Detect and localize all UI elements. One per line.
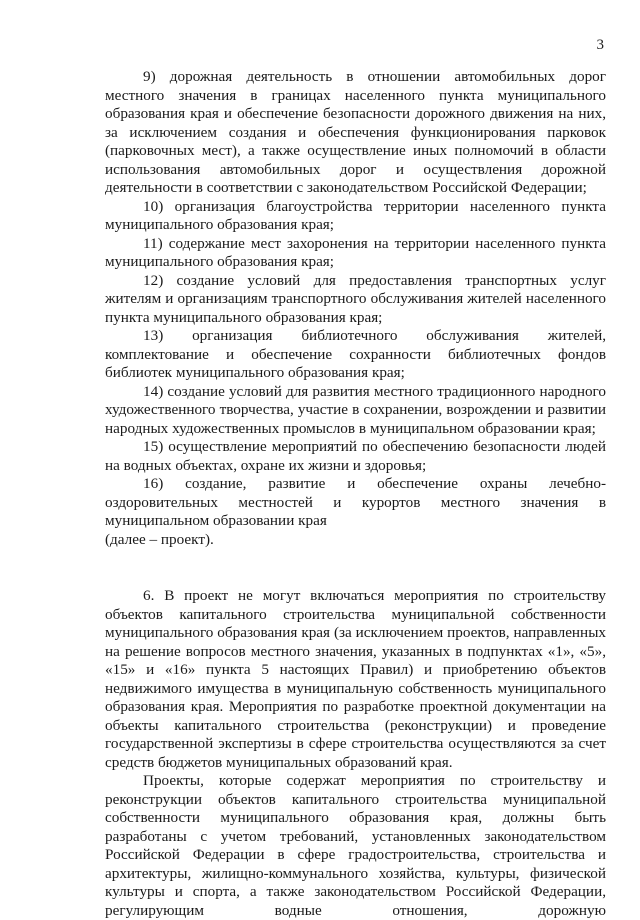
list-item-16: 16) создание, развитие и обеспечение охраны лечебно-оздоровительных местностей и курортов местного значения в муниципальном образовании края <box>105 475 606 529</box>
list-item-15: 15) осуществление мероприятий по обеспечению безопасности людей на водных объектах, охране их жизни и здоровья; <box>105 438 606 474</box>
list-item-14: 14) создание условий для развития местного традиционного народного художественного творчества, участие в сохранении, возрождении и развитии народных художественных промыслов в муниципальном образовании края; <box>105 382 606 437</box>
section-6-paragraph: 6. В проект не могут включаться мероприятия по строительству объектов капитального строительства муниципальной собственности муниципального образования края (за исключением проектов, направленных на решение вопросов местного значения, указанных в подпунктах «1», «5», «15» и «16» пункта 5 настоящих Правил) и приобретению объектов недвижимого имущества в муниципальную собственность муниципального образования края. Мероприятия по разработке проектной документации на объекты капитального строительства (реконструкции) и проведение государственной экспертизы в сфере строительства осуществляются за счет средств бюджетов муниципальных образований края. <box>105 587 606 771</box>
document-body <box>105 68 606 920</box>
list-item-13: 13) организация библиотечного обслуживания жителей, комплектование и обеспечение сохранности библиотечных фондов библиотек муниципального образования края; <box>105 327 606 381</box>
section-6-second-paragraph: Проекты, которые содержат мероприятия по строительству и реконструкции объектов капитального строительства муниципальной собственности муниципального образования края, должны быть разработаны с учетом требований, установленных законодательством Российской Федерации в сфере градостроительства, строительства и архитектуры, жилищно-коммунального хозяйства, культуры, физической культуры и спорта, а также законодательством Российской Федерации, регулирующим водные отношения, дорожную <box>105 772 606 919</box>
page-number: 3 <box>596 37 604 53</box>
closing-phrase: (далее – проект). <box>105 530 214 548</box>
list-item-12: 12) создание условий для предоставления транспортных услуг жителям и организациям транспортного обслуживания жителей населенного пункта муниципального образования края; <box>105 271 606 326</box>
list-item-11: 11) содержание мест захоронения на территории населенного пункта муниципального образования края; <box>105 234 606 270</box>
list-item-9: 9) дорожная деятельность в отношении автомобильных дорог местного значения в границах населенного пункта муниципального образования края и обеспечение безопасности дорожного движения на них, за исключением создания и обеспечения функционирования парковок (парковочных мест), а также осуществление иных полномочий в области использования автомобильных дорог и осуществления дорожной деятельности в соответствии с законодательством Российской Федерации; <box>105 68 606 196</box>
list-item-10: 10) организация благоустройства территории населенного пункта муниципального образования края; <box>105 197 606 233</box>
section-gap <box>105 549 606 587</box>
